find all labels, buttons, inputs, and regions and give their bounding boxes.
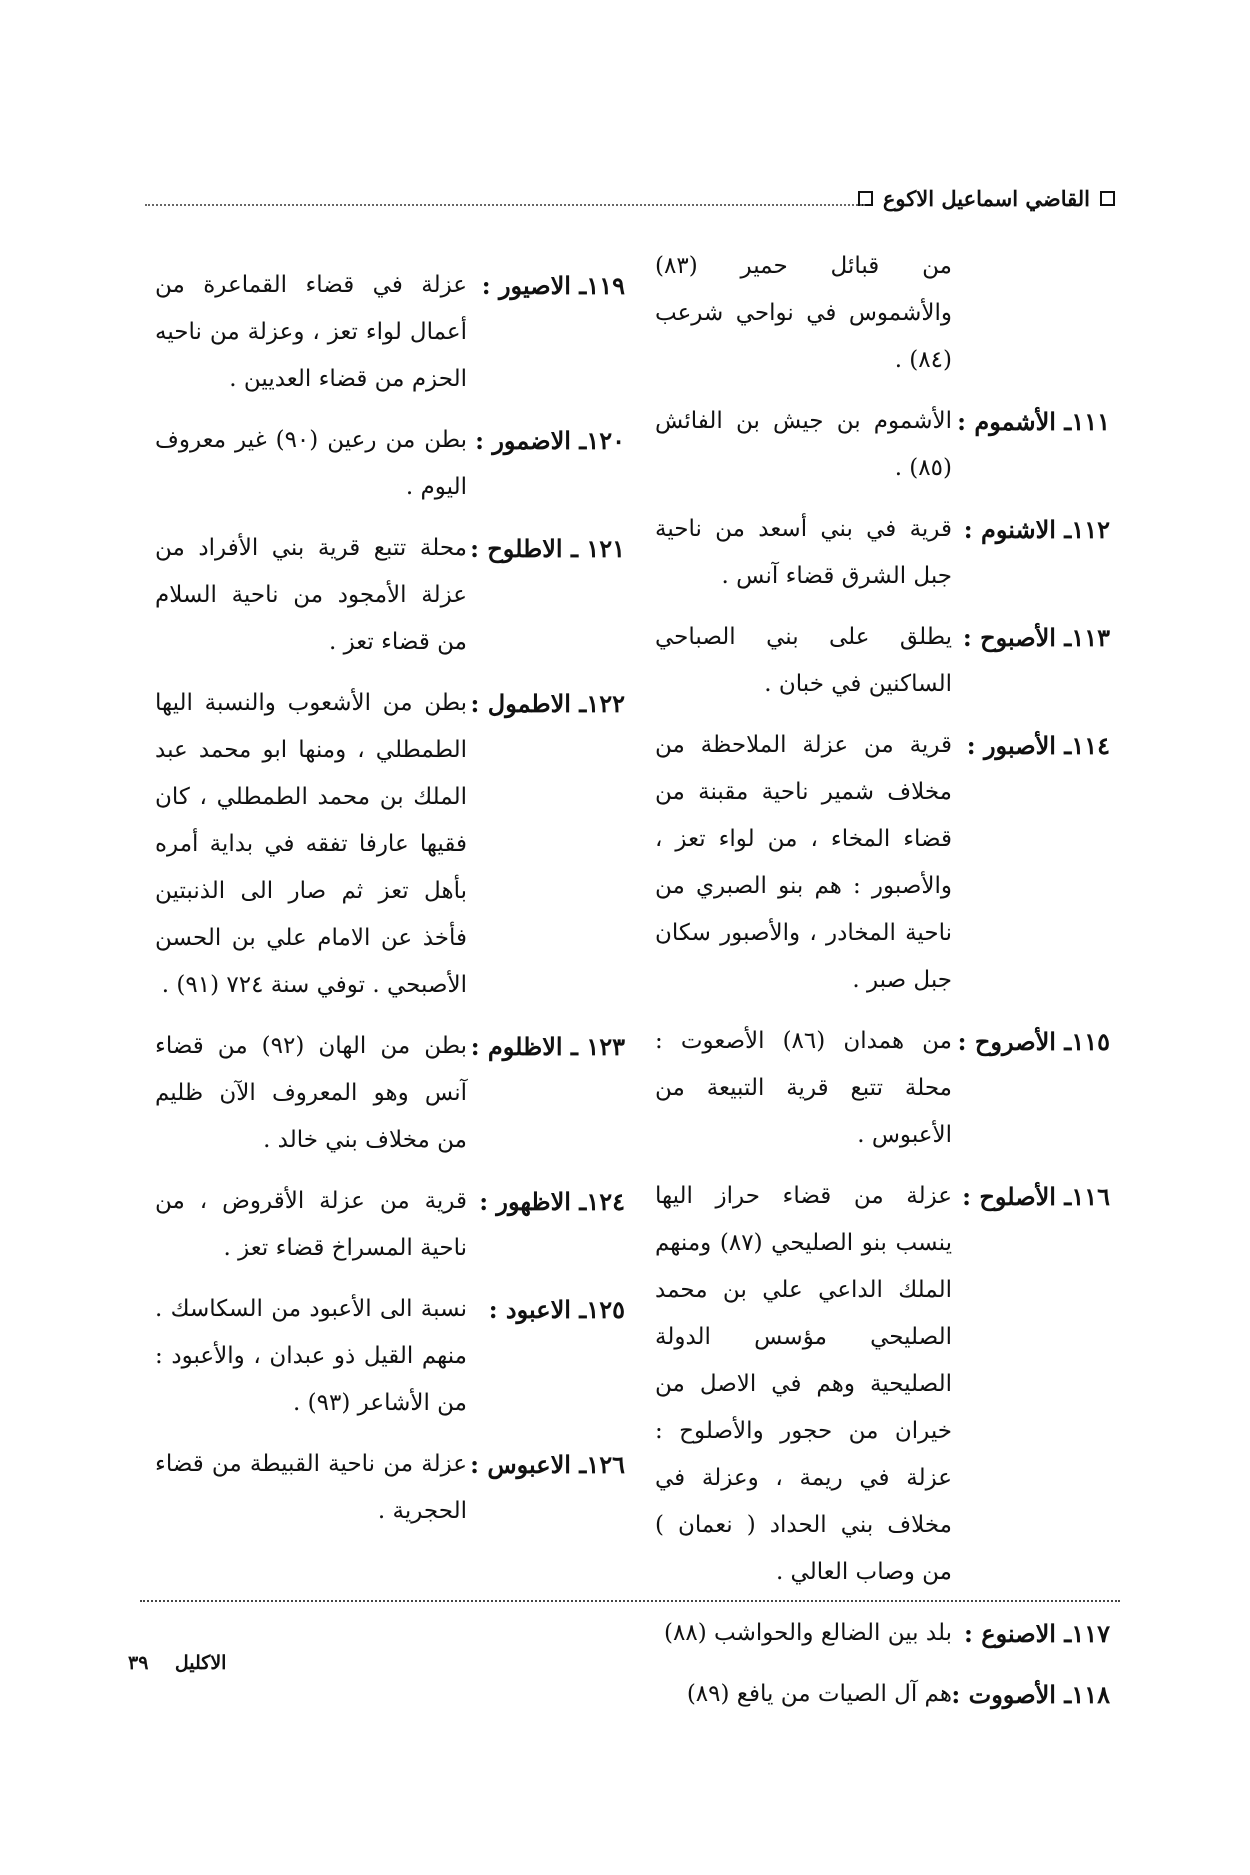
entry-heading: ١١٢ـ الاشنوم :	[963, 515, 1110, 544]
entry-text: عزلة من قضاء حراز اليها ينسب بنو الصليحي (٨٧) ومنهم الملك الداعي علي بن محمد الصليحي مؤسس الدولة الصليحية وهم في الاصل من خيران من حجور والأصلوح : عزلة في ريمة ، وعزلة في مخلاف بني الحداد ( نعمان ) من وصاب العالي .	[655, 1183, 952, 1585]
right-column	[655, 243, 1110, 1718]
entry	[155, 1178, 625, 1272]
running-header	[145, 186, 1115, 226]
entry-text: محلة تتبع قرية بني الأفراد من عزلة الأمجود من ناحية السلام من قضاء تعز .	[155, 535, 467, 655]
page-footer	[128, 1652, 226, 1674]
entry	[655, 1018, 1110, 1159]
entry-heading: ١٢٥ـ الاعبود :	[488, 1295, 625, 1324]
entry-text: قرية من عزلة الملاحظة من مخلاف شمير ناحية مقبنة من قضاء المخاء ، من لواء تعز ، والأصبور : هم بنو الصبري من ناحية المخادر ، والأصبور سكان جبل صبر .	[655, 732, 952, 993]
entry	[155, 417, 625, 511]
entry-heading: ١١٨ـ الأصووت :	[951, 1680, 1110, 1709]
square-ornament-icon	[1100, 191, 1115, 206]
header-title: القاضي اسماعيل الاكوع	[882, 186, 1090, 211]
footer-dotted-rule	[140, 1600, 1120, 1602]
entry	[155, 680, 625, 1009]
entry-text: بطن من الهان (٩٢) من قضاء آنس وهو المعروف الآن ظليم من مخلاف بني خالد .	[155, 1033, 467, 1153]
entry-heading: ١٢٣ ـ الاظلوم :	[470, 1032, 625, 1061]
entry	[155, 525, 625, 666]
entry-text: بطن من رعين (٩٠) غير معروف اليوم .	[155, 427, 467, 500]
entry	[155, 1286, 625, 1427]
entry-heading: ١١١ـ الأشموم :	[957, 407, 1110, 436]
entry	[155, 1023, 625, 1164]
entry-heading: ١١٥ـ الأصروح :	[957, 1027, 1110, 1056]
entry-heading: ١١٧ـ الاصنوع :	[964, 1619, 1110, 1648]
entry	[655, 506, 1110, 600]
entry-text: يطلق على بني الصباحي الساكنين في خبان .	[655, 624, 952, 697]
entry-heading: ١٢٤ـ الاظهور :	[479, 1187, 625, 1216]
header-dotted-rule	[145, 204, 865, 206]
entry-text: قرية في بني أسعد من ناحية جبل الشرق قضاء آنس .	[655, 516, 952, 589]
entry	[655, 1671, 1110, 1718]
entry-heading: ١٢٦ـ الاعبوس :	[470, 1450, 625, 1479]
entry-heading: ١٢٠ـ الاضمور :	[475, 426, 625, 455]
entry-heading: ١٢١ ـ الاطلوح :	[470, 534, 625, 563]
entry	[655, 1610, 1110, 1657]
left-column	[155, 262, 625, 1535]
entry-text: هم آل الصيات من يافع (٨٩)	[686, 1681, 952, 1707]
entry	[155, 1441, 625, 1535]
entry-text: قرية من عزلة الأقروض ، من ناحية المسراخ قضاء تعز .	[155, 1188, 467, 1261]
header-title-group	[858, 186, 1115, 211]
entry-heading: ١١٣ـ الأصبوح :	[962, 623, 1110, 652]
entry-text: عزلة من ناحية القبيطة من قضاء الحجرية .	[155, 1451, 467, 1524]
entry	[655, 1173, 1110, 1596]
entry-heading: ١٢٢ـ الاطمول :	[470, 689, 625, 718]
entry-text: بلد بين الضالع والحواشب (٨٨)	[664, 1620, 952, 1646]
entry-heading: ١١٤ـ الأصبور :	[966, 731, 1110, 760]
entry	[655, 398, 1110, 492]
entry	[655, 722, 1110, 1004]
page-number: ٣٩	[128, 1652, 149, 1674]
book-title: الاكليل	[174, 1652, 227, 1674]
entry-heading: ١١٩ـ الاصيور :	[481, 271, 625, 300]
entry	[655, 614, 1110, 708]
entry	[655, 243, 1110, 384]
entry-heading: ١١٦ـ الأصلوح :	[962, 1182, 1110, 1211]
entry-text: نسبة الى الأعبود من السكاسك . منهم القيل ذو عبدان ، والأعبود : من الأشاعر (٩٣) .	[155, 1296, 467, 1416]
entry-text: الأشموم بن جيش بن الفائش (٨٥) .	[655, 408, 952, 481]
entry-text: عزلة في قضاء القماعرة من أعمال لواء تعز ، وعزلة من ناحيه الحزم من قضاء العديين .	[155, 272, 467, 392]
entry-text: من همدان (٨٦) الأصعوت : محلة تتبع قرية التبيعة من الأعبوس .	[655, 1028, 952, 1148]
entry-text: بطن من الأشعوب والنسبة اليها الطمطلي ، ومنها ابو محمد عبد الملك بن محمد الطمطلي ، كان فقيها عارفا تفقه في بداية أمره بأهل تعز ثم صار الى الذنبتين فأخذ عن الامام علي بن الحسن الأصبحي . توفي سنة ٧٢٤ (٩١) .	[155, 690, 467, 998]
entry	[155, 262, 625, 403]
entry-text: من قبائل حمير (٨٣) والأشموس في نواحي شرعب (٨٤) .	[655, 253, 952, 373]
